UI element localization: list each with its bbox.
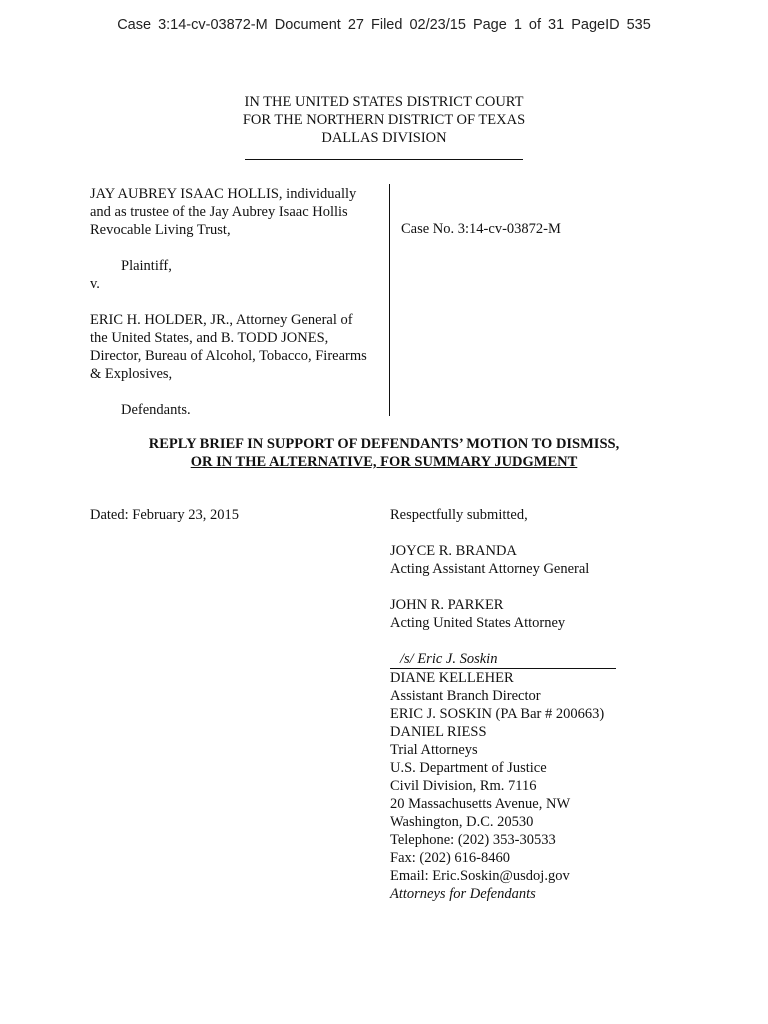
court-line-2: FOR THE NORTHERN DISTRICT OF TEXAS: [242, 112, 526, 128]
title-line-1: REPLY BRIEF IN SUPPORT OF DEFENDANTS’ MOTION TO DISMISS,: [148, 436, 620, 452]
header-pageid: PageID 535: [571, 17, 651, 33]
electronic-signature: /s/ Eric J. Soskin: [390, 650, 616, 669]
date-line: Dated: February 23, 2015: [90, 507, 239, 523]
signature-line: ERIC J. SOSKIN (PA Bar # 200663): [390, 706, 605, 722]
signature-line: Fax: (202) 616-8460: [390, 850, 511, 866]
attorney-title: Acting United States Attorney: [390, 615, 566, 631]
defendant-line: the United States, and B. TODD JONES,: [90, 330, 329, 346]
header-document: Document 27: [274, 17, 364, 33]
case-caption-parties: [90, 185, 390, 419]
court-heading-rule: [245, 159, 523, 160]
signature-line: Trial Attorneys: [390, 742, 478, 758]
signature-line: DANIEL RIESS: [390, 724, 487, 740]
attorney-role: Attorneys for Defendants: [390, 886, 536, 902]
title-line-2: OR IN THE ALTERNATIVE, FOR SUMMARY JUDGMENT: [190, 454, 578, 470]
signature-line: U.S. Department of Justice: [390, 760, 547, 776]
signature-email: Email: Eric.Soskin@usdoj.gov: [390, 868, 570, 884]
plaintiff-line: and as trustee of the Jay Aubrey Isaac Hollis: [90, 204, 348, 220]
header-case: Case 3:14-cv-03872-M: [117, 17, 268, 33]
attorney-name: JOHN R. PARKER: [390, 597, 504, 613]
case-number: Case No. 3:14-cv-03872-M: [401, 221, 561, 237]
plaintiff-line: JAY AUBREY ISAAC HOLLIS, individually: [90, 186, 357, 202]
plaintiff-role: Plaintiff,: [121, 258, 172, 274]
signature-block: [390, 506, 616, 903]
header-filed: Filed 02/23/15: [371, 17, 466, 33]
signature-line: 20 Massachusetts Avenue, NW: [390, 796, 571, 812]
document-title: [0, 435, 768, 471]
attorney-name: JOYCE R. BRANDA: [390, 543, 517, 559]
court-line-3: DALLAS DIVISION: [321, 130, 447, 146]
plaintiff-line: Revocable Living Trust,: [90, 222, 231, 238]
closing: Respectfully submitted,: [390, 507, 528, 523]
signature-line: DIANE KELLEHER: [390, 670, 514, 686]
signature-line: Civil Division, Rm. 7116: [390, 778, 537, 794]
versus: v.: [90, 276, 100, 292]
signature-line: Assistant Branch Director: [390, 688, 541, 704]
court-heading: [0, 93, 768, 147]
filing-header: [0, 17, 768, 33]
signature-line: Telephone: (202) 353-30533: [390, 832, 556, 848]
defendant-line: & Explosives,: [90, 366, 173, 382]
court-line-1: IN THE UNITED STATES DISTRICT COURT: [244, 94, 524, 110]
header-page: Page 1 of 31: [472, 17, 565, 33]
caption-divider: [389, 184, 390, 416]
defendant-line: Director, Bureau of Alcohol, Tobacco, Firearms: [90, 348, 367, 364]
attorney-title: Acting Assistant Attorney General: [390, 561, 590, 577]
signature-line: Washington, D.C. 20530: [390, 814, 534, 830]
defendant-line: ERIC H. HOLDER, JR., Attorney General of: [90, 312, 353, 328]
defendant-role: Defendants.: [121, 402, 191, 418]
